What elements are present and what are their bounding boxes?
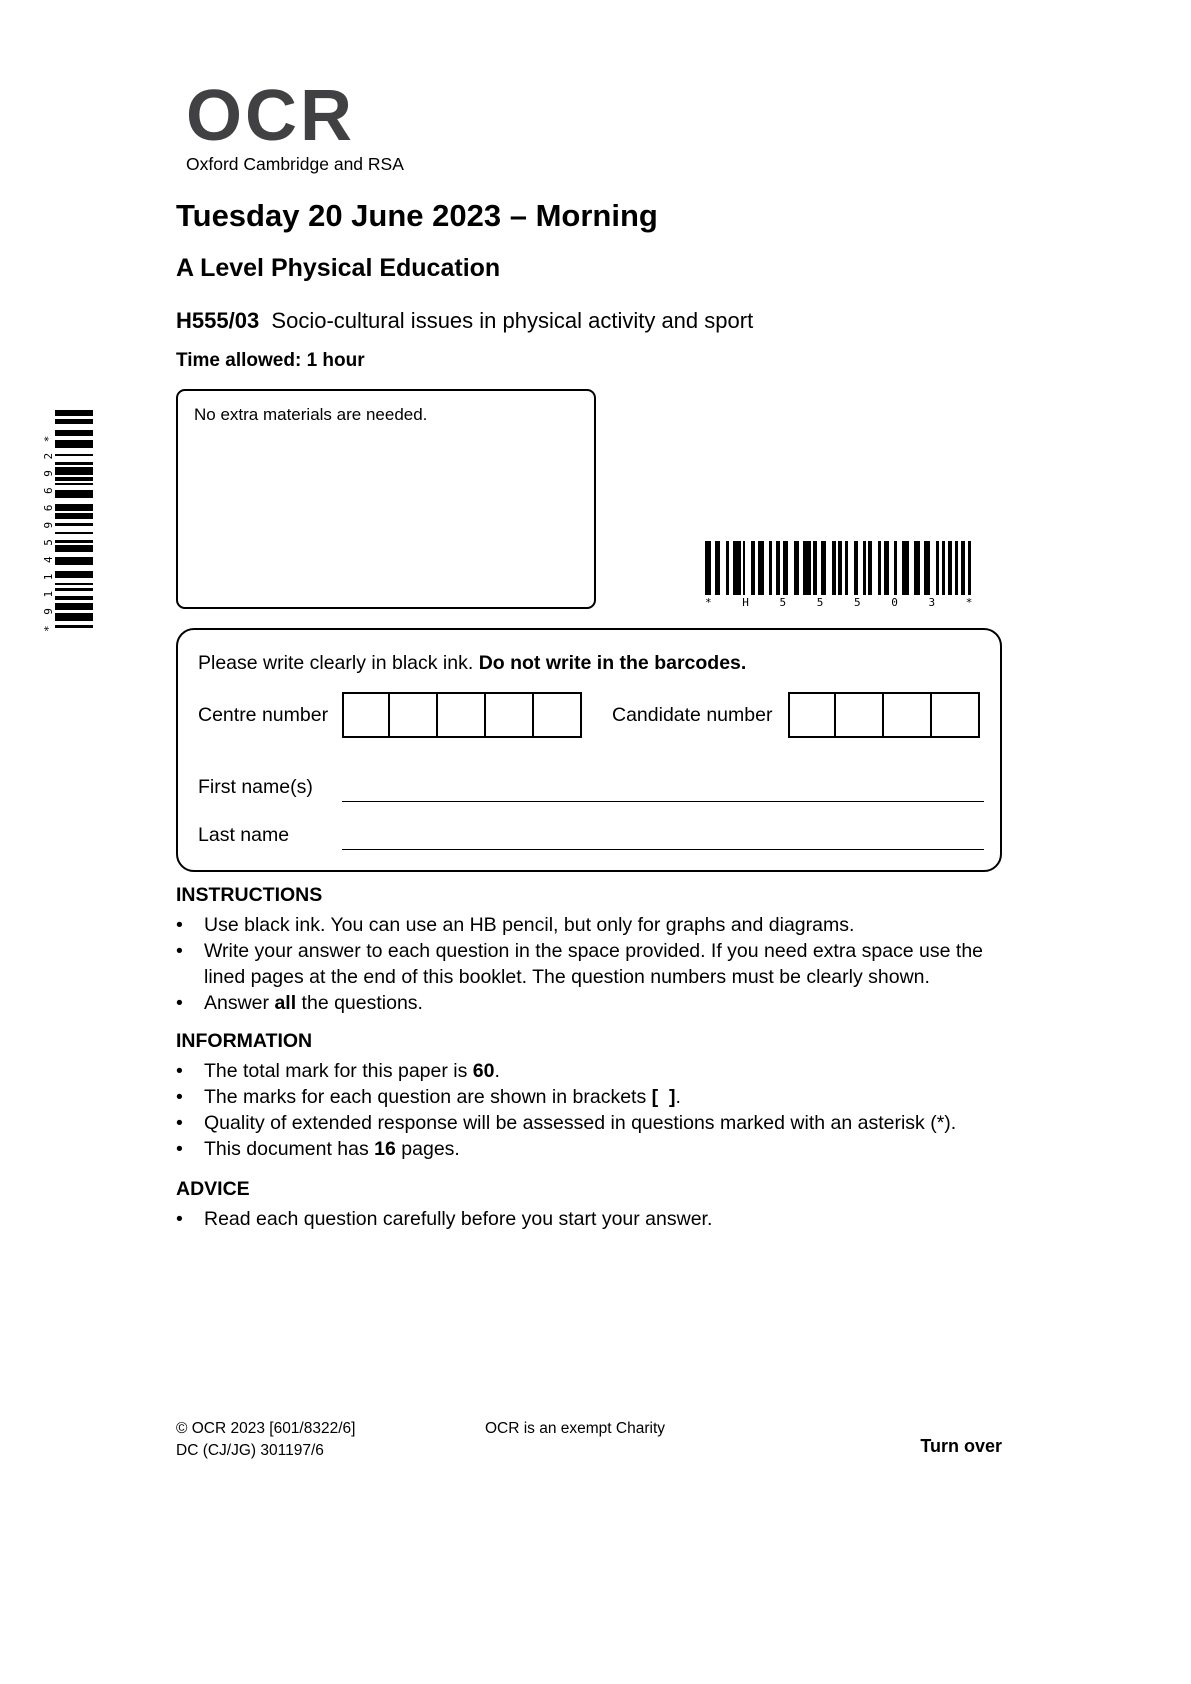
information-text: Quality of extended response will be assessed in questions marked with an asterisk (*).	[204, 1112, 957, 1134]
bullet-icon: •	[176, 1112, 183, 1134]
footer-charity-note: OCR is an exempt Charity	[484, 1420, 666, 1437]
advice-heading: ADVICE	[176, 1178, 250, 1200]
centre-number-label: Centre number	[198, 704, 329, 726]
number-cell[interactable]	[390, 692, 438, 738]
list-item	[176, 1110, 1002, 1136]
information-text: The total mark for this paper is 60.	[204, 1060, 500, 1082]
instructions-section	[176, 884, 1002, 1016]
bullet-icon: •	[176, 940, 183, 962]
instruction-text: Answer all the questions.	[204, 992, 423, 1014]
bullet-icon: •	[176, 1138, 183, 1160]
list-item	[176, 1206, 1002, 1232]
list-item	[176, 1058, 1002, 1084]
qualification-title: A Level Physical Education	[176, 254, 501, 282]
number-cell[interactable]	[534, 692, 582, 738]
ink-instruction: Please write clearly in black ink. Do not write in the barcodes.	[198, 652, 747, 674]
vertical-barcode-text: * 9 1 1 4 5 9 6 6 9 2 *	[42, 433, 55, 632]
first-name-label: First name(s)	[198, 776, 313, 798]
number-cell[interactable]	[486, 692, 534, 738]
paper-barcode	[705, 541, 985, 609]
candidate-number-label: Candidate number	[612, 704, 773, 726]
paper-barcode-text: * H 5 5 5 0 3 *	[705, 596, 985, 609]
information-text: The marks for each question are shown in brackets [ ].	[204, 1086, 681, 1108]
list-item	[176, 1136, 1002, 1162]
exam-date-title: Tuesday 20 June 2023 – Morning	[176, 198, 658, 233]
number-cell[interactable]	[932, 692, 980, 738]
number-cell[interactable]	[438, 692, 486, 738]
last-name-label: Last name	[198, 824, 290, 846]
ocr-logo-text: OCR	[186, 76, 355, 156]
instructions-heading: INSTRUCTIONS	[176, 884, 323, 906]
materials-text: No extra materials are needed.	[194, 405, 428, 424]
number-cell[interactable]	[342, 692, 390, 738]
instruction-text: Use black ink. You can use an HB pencil, but only for graphs and diagrams.	[204, 914, 855, 936]
information-heading: INFORMATION	[176, 1030, 313, 1052]
vertical-barcode	[40, 410, 93, 632]
information-section	[176, 1030, 1002, 1162]
last-name-field[interactable]	[342, 828, 984, 850]
vertical-barcode-bars	[55, 410, 93, 632]
bullet-icon: •	[176, 992, 183, 1014]
ocr-logo	[186, 76, 404, 175]
number-cell[interactable]	[884, 692, 932, 738]
time-allowed: Time allowed: 1 hour	[176, 350, 365, 371]
turn-over-label: Turn over	[920, 1436, 1002, 1456]
first-name-field[interactable]	[342, 780, 984, 802]
centre-number-cells	[342, 692, 582, 738]
ocr-logo-subtitle: Oxford Cambridge and RSA	[186, 154, 404, 174]
paper-barcode-bars	[705, 541, 971, 595]
list-item	[176, 938, 1002, 990]
footer-copyright	[176, 1418, 355, 1462]
advice-section	[176, 1178, 1002, 1232]
candidate-details-box	[176, 628, 1002, 872]
information-text: This document has 16 pages.	[204, 1138, 460, 1160]
bullet-icon: •	[176, 1208, 183, 1230]
number-cell[interactable]	[836, 692, 884, 738]
bullet-icon: •	[176, 1086, 183, 1108]
footer-copyright-line1: © OCR 2023 [601/8322/6]	[176, 1420, 356, 1437]
list-item	[176, 990, 1002, 1016]
materials-box	[176, 389, 596, 609]
bullet-icon: •	[176, 914, 183, 936]
bullet-icon: •	[176, 1060, 183, 1082]
list-item	[176, 912, 1002, 938]
number-cell[interactable]	[788, 692, 836, 738]
list-item	[176, 1084, 1002, 1110]
footer-copyright-line2: DC (CJ/JG) 301197/6	[176, 1442, 324, 1459]
instruction-text: Write your answer to each question in the space provided. If you need extra space use the lined pages at the end of this booklet. The question numbers must be clearly shown.	[204, 940, 984, 988]
candidate-number-cells	[788, 692, 980, 738]
advice-text: Read each question carefully before you start your answer.	[204, 1208, 713, 1230]
paper-code-title: H555/03 Socio-cultural issues in physical activity and sport	[176, 308, 754, 333]
